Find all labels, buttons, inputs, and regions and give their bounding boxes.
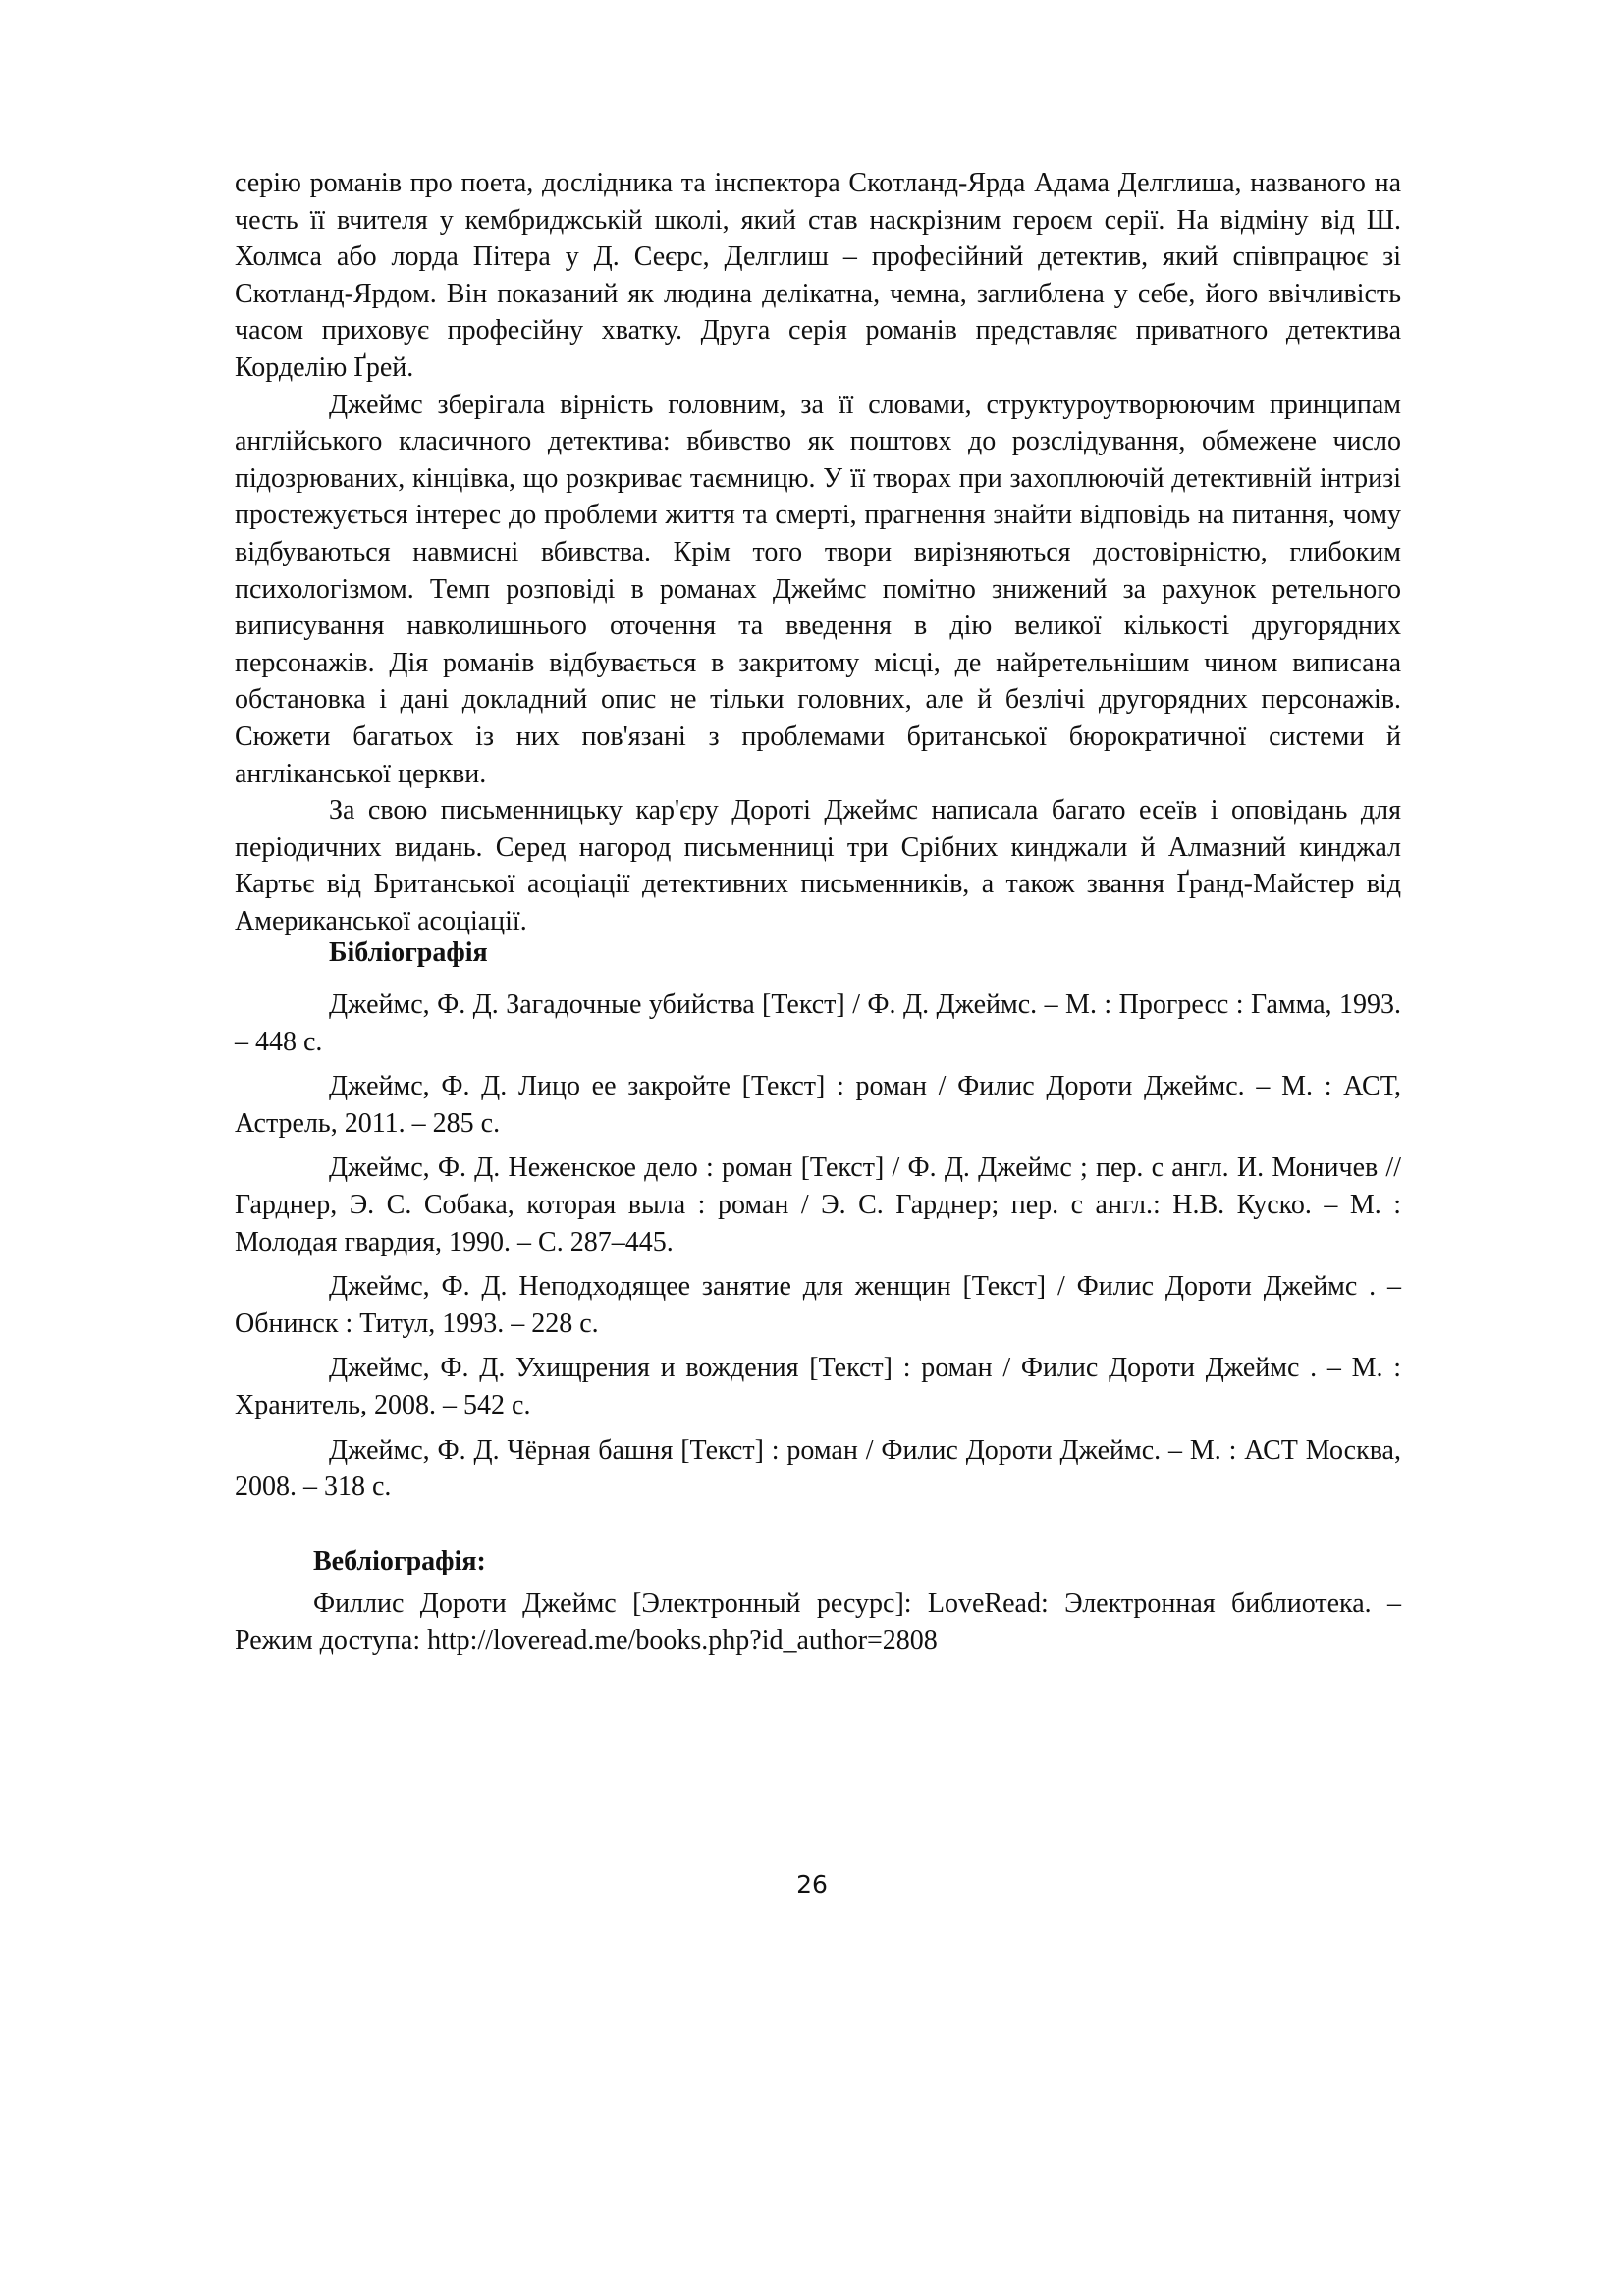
bibliography-heading: Бібліографія [329, 937, 488, 968]
bibliography-entry: Джеймс, Ф. Д. Неженское дело : роман [Текст] / Ф. Д. Джеймс ; пер. с англ. И. Моничев // Гарднер, Э. С. Собака, которая выла : роман / Э. С. Гарднер; пер. с англ.: Н.В. Куско. – М. : Молодая гвардия, 1990. – С. 287–445. [235, 1152, 1401, 1257]
body-text [235, 165, 1401, 939]
webliography-entry: Филлис Дороти Джеймс [Электронный ресурс]: LoveRead: Электронная библиотека. – Режим доступа: http://loveread.me/books.php?id_author=2808 [235, 1588, 1401, 1656]
bibliography-entry: Джеймс, Ф. Д. Неподходящее занятие для женщин [Текст] / Филис Дороти Джеймс . – Обнинск : Титул, 1993. – 228 с. [235, 1271, 1401, 1339]
body-paragraph: За свою письменницьку кар'єру Дороті Джеймс написала багато есеїв і оповідань для періодичних видань. Серед нагород письменниці три Срібних кинджали й Алмазний кинджал Картьє від Британської асоціації детективних письменників, а також звання Ґранд-Майстер від Американської асоціації. [235, 795, 1401, 936]
bibliography-entry: Джеймс, Ф. Д. Лицо ее закройте [Текст] : роман / Филис Дороти Джеймс. – М. : АСТ, Астрель, 2011. – 285 с. [235, 1071, 1401, 1139]
body-paragraph-continuation: серію романів про поета, дослідника та інспектора Скотланд-Ярда Адама Делглиша, названого на честь її вчителя у кембриджській школі, який став наскрізним героєм серії. На відміну від Ш. Холмса або лорда Пітера у Д. Сеєрс, Делглиш – професійний детектив, який співпрацює зі Скотланд-Ярдом. Він показаний як людина делікатна, чемна, заглиблена у себе, його ввічливість часом приховує професійну хватку. Друга серія романів представляє приватного детектива Корделію Ґрей. [235, 168, 1401, 383]
body-paragraph: Джеймс зберігала вірність головним, за її словами, структуроутворюючим принципам англійського класичного детектива: вбивство як поштовх до розслідування, обмежене число підозрюваних, кінцівка, що розкриває таємницю. У її творах при захоплюючій детективній інтризі простежується інтерес до проблеми життя та смерті, прагнення знайти відповідь на питання, чому відбуваються навмисні вбивства. Крім того твори вирізняються достовірністю, глибоким психологізмом. Темп розповіді в романах Джеймс помітно знижений за рахунок ретельного виписування навколишнього оточення та введення в дію великої кількості другорядних персонажів. Дія романів відбувається в закритому місці, де найретельнішим чином виписана обстановка і дані докладний опис не тільки головних, але й безлічі другорядних персонажів. Сюжети багатьох із них пов'язані з проблемами британської бюрократичної системи й англіканської церкви. [235, 389, 1401, 789]
webliography-section [235, 1543, 1401, 1659]
bibliography-entry: Джеймс, Ф. Д. Загадочные убийства [Текст] / Ф. Д. Джеймс. – М. : Прогресс : Гамма, 1993. – 448 с. [235, 989, 1401, 1057]
webliography-heading: Вебліографія: [313, 1546, 486, 1576]
bibliography-entry: Джеймс, Ф. Д. Чёрная башня [Текст] : роман / Филис Дороти Джеймс. – М. : АСТ Москва, 2008. – 318 с. [235, 1434, 1401, 1503]
bibliography-entry: Джеймс, Ф. Д. Ухищрения и вождения [Текст] : роман / Филис Дороти Джеймс . – М. : Хранитель, 2008. – 542 с. [235, 1353, 1401, 1420]
bibliography-section [235, 934, 1401, 1506]
page-number: 26 [796, 1870, 828, 1898]
